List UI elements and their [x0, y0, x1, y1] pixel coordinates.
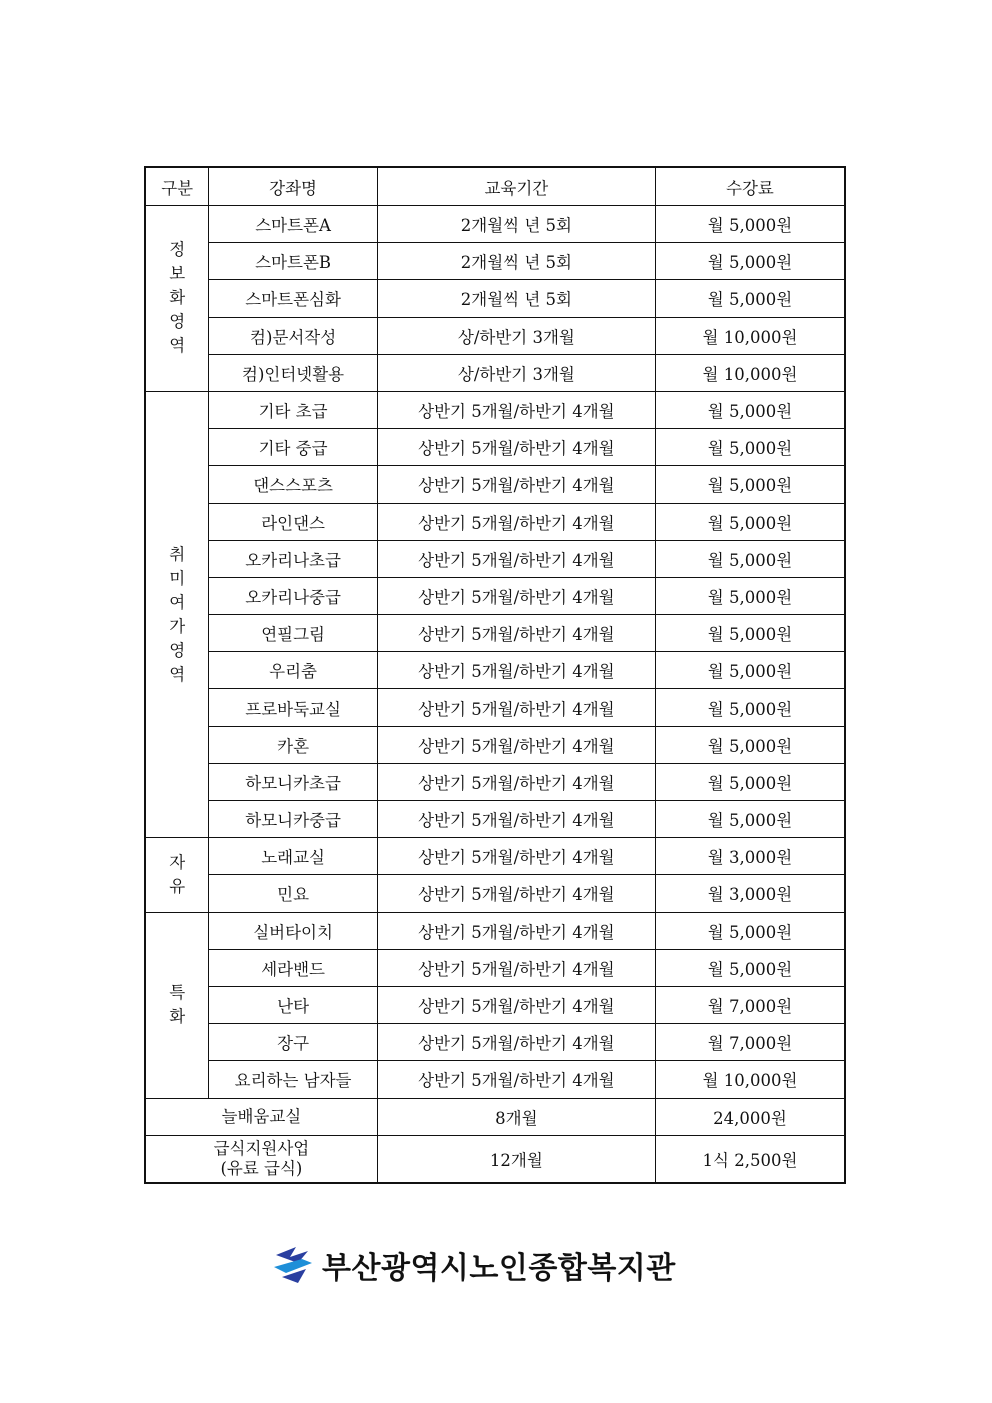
period-cell: 상반기 5개월/하반기 4개월 [377, 429, 655, 466]
table-row [145, 726, 845, 763]
course-name-cell: 하모니카중급 [209, 801, 377, 838]
fee-cell: 월 5,000원 [655, 577, 845, 614]
category-char: 유 [169, 876, 186, 896]
table-row [145, 949, 845, 986]
fee-cell: 월 5,000원 [655, 763, 845, 800]
table-row [145, 429, 845, 466]
course-name-cell: 민요 [209, 875, 377, 912]
organization-logo [272, 1240, 692, 1290]
period-cell: 상반기 5개월/하반기 4개월 [377, 540, 655, 577]
course-name-cell: 스마트폰A [209, 206, 377, 243]
period-cell: 상반기 5개월/하반기 4개월 [377, 986, 655, 1023]
fee-cell: 월 5,000원 [655, 206, 845, 243]
period-cell: 12개월 [377, 1135, 655, 1183]
period-cell: 상반기 5개월/하반기 4개월 [377, 763, 655, 800]
fee-cell: 월 5,000원 [655, 689, 845, 726]
summary-row [145, 1135, 845, 1183]
table-body [145, 206, 845, 1184]
summary-name-line: 늘배움교실 [221, 1106, 302, 1126]
table-row [145, 577, 845, 614]
fee-cell: 월 5,000원 [655, 280, 845, 317]
period-cell: 상반기 5개월/하반기 4개월 [377, 726, 655, 763]
summary-row [145, 1098, 845, 1135]
table-header [145, 167, 845, 206]
course-name-cell: 오카리나중급 [209, 577, 377, 614]
category-char: 역 [169, 664, 186, 684]
period-cell: 상반기 5개월/하반기 4개월 [377, 466, 655, 503]
table-row [145, 801, 845, 838]
period-cell: 상반기 5개월/하반기 4개월 [377, 875, 655, 912]
busan-seagull-logo-icon [272, 1243, 316, 1287]
table-row [145, 652, 845, 689]
fee-cell: 월 10,000원 [655, 317, 845, 354]
course-name-cell: 우리춤 [209, 652, 377, 689]
period-cell: 상반기 5개월/하반기 4개월 [377, 577, 655, 614]
category-cell [145, 912, 209, 1098]
table-row [145, 206, 845, 243]
course-name-cell: 기타 중급 [209, 429, 377, 466]
period-cell: 상/하반기 3개월 [377, 317, 655, 354]
fee-cell: 월 10,000원 [655, 354, 845, 391]
fee-cell: 월 5,000원 [655, 540, 845, 577]
fee-cell: 월 5,000원 [655, 615, 845, 652]
fee-cell: 월 10,000원 [655, 1061, 845, 1098]
course-name-cell: 세라밴드 [209, 949, 377, 986]
fee-cell: 월 5,000원 [655, 466, 845, 503]
period-cell: 2개월씩 년 5회 [377, 206, 655, 243]
category-char: 화 [169, 288, 186, 308]
table-row [145, 1061, 845, 1098]
table-row [145, 838, 845, 875]
category-char: 자 [169, 852, 186, 872]
course-fee-table [144, 166, 846, 1184]
table-row [145, 912, 845, 949]
category-char: 영 [169, 640, 186, 660]
category-cell [145, 206, 209, 392]
category-char: 여 [169, 592, 186, 612]
summary-name-line: 급식지원사업 [213, 1138, 310, 1158]
summary-name-cell [145, 1098, 377, 1135]
period-cell: 상반기 5개월/하반기 4개월 [377, 801, 655, 838]
table-row [145, 540, 845, 577]
header-period: 교육기간 [377, 167, 655, 206]
table-row [145, 317, 845, 354]
summary-name-line: (유료 급식) [220, 1158, 303, 1178]
fee-cell: 월 7,000원 [655, 1024, 845, 1061]
table-row [145, 354, 845, 391]
fee-cell: 1식 2,500원 [655, 1135, 845, 1183]
header-category: 구분 [145, 167, 209, 206]
period-cell: 상반기 5개월/하반기 4개월 [377, 689, 655, 726]
course-name-cell: 연필그림 [209, 615, 377, 652]
course-name-cell: 실버타이치 [209, 912, 377, 949]
course-name-cell: 댄스스포츠 [209, 466, 377, 503]
period-cell: 상반기 5개월/하반기 4개월 [377, 615, 655, 652]
period-cell: 2개월씩 년 5회 [377, 280, 655, 317]
period-cell: 상반기 5개월/하반기 4개월 [377, 1024, 655, 1061]
fee-cell: 월 3,000원 [655, 838, 845, 875]
fee-cell: 월 5,000원 [655, 243, 845, 280]
table-row [145, 503, 845, 540]
category-char: 화 [169, 1007, 186, 1027]
table-row [145, 243, 845, 280]
period-cell: 8개월 [377, 1098, 655, 1135]
category-char: 정 [169, 240, 186, 260]
course-name-cell: 컴)문서작성 [209, 317, 377, 354]
period-cell: 상반기 5개월/하반기 4개월 [377, 652, 655, 689]
fee-cell: 월 3,000원 [655, 875, 845, 912]
table-row [145, 466, 845, 503]
table-row [145, 1024, 845, 1061]
course-name-cell: 요리하는 남자들 [209, 1061, 377, 1098]
course-name-cell: 하모니카초급 [209, 763, 377, 800]
table-row [145, 875, 845, 912]
fee-cell: 월 5,000원 [655, 912, 845, 949]
period-cell: 상반기 5개월/하반기 4개월 [377, 503, 655, 540]
fee-cell: 월 7,000원 [655, 986, 845, 1023]
fee-cell: 월 5,000원 [655, 801, 845, 838]
fee-cell: 월 5,000원 [655, 652, 845, 689]
category-cell [145, 391, 209, 837]
course-name-cell: 라인댄스 [209, 503, 377, 540]
course-name-cell: 스마트폰B [209, 243, 377, 280]
fee-cell: 월 5,000원 [655, 503, 845, 540]
course-name-cell: 스마트폰심화 [209, 280, 377, 317]
category-char: 미 [169, 568, 186, 588]
category-char: 영 [169, 312, 186, 332]
table-row [145, 280, 845, 317]
course-name-cell: 카혼 [209, 726, 377, 763]
fee-cell: 월 5,000원 [655, 726, 845, 763]
course-name-cell: 노래교실 [209, 838, 377, 875]
table-row [145, 689, 845, 726]
category-char: 취 [169, 544, 186, 564]
period-cell: 2개월씩 년 5회 [377, 243, 655, 280]
category-cell [145, 838, 209, 912]
header-course-name: 강좌명 [209, 167, 377, 206]
organization-name: 부산광역시노인종합복지관 [322, 1251, 676, 1286]
category-char: 가 [169, 616, 186, 636]
course-name-cell: 컴)인터넷활용 [209, 354, 377, 391]
fee-cell: 24,000원 [655, 1098, 845, 1135]
period-cell: 상반기 5개월/하반기 4개월 [377, 1061, 655, 1098]
fee-cell: 월 5,000원 [655, 949, 845, 986]
category-char: 특 [169, 983, 186, 1003]
course-name-cell: 오카리나초급 [209, 540, 377, 577]
period-cell: 상반기 5개월/하반기 4개월 [377, 391, 655, 428]
header-fee: 수강료 [655, 167, 845, 206]
summary-name-cell [145, 1135, 377, 1183]
category-char: 역 [169, 336, 186, 356]
period-cell: 상반기 5개월/하반기 4개월 [377, 949, 655, 986]
table-row [145, 986, 845, 1023]
course-name-cell: 난타 [209, 986, 377, 1023]
course-name-cell: 기타 초급 [209, 391, 377, 428]
period-cell: 상반기 5개월/하반기 4개월 [377, 838, 655, 875]
period-cell: 상반기 5개월/하반기 4개월 [377, 912, 655, 949]
course-name-cell: 장구 [209, 1024, 377, 1061]
category-char: 보 [169, 264, 186, 284]
period-cell: 상/하반기 3개월 [377, 354, 655, 391]
table-row [145, 615, 845, 652]
course-name-cell: 프로바둑교실 [209, 689, 377, 726]
table-row [145, 391, 845, 428]
fee-cell: 월 5,000원 [655, 429, 845, 466]
fee-cell: 월 5,000원 [655, 391, 845, 428]
table-row [145, 763, 845, 800]
